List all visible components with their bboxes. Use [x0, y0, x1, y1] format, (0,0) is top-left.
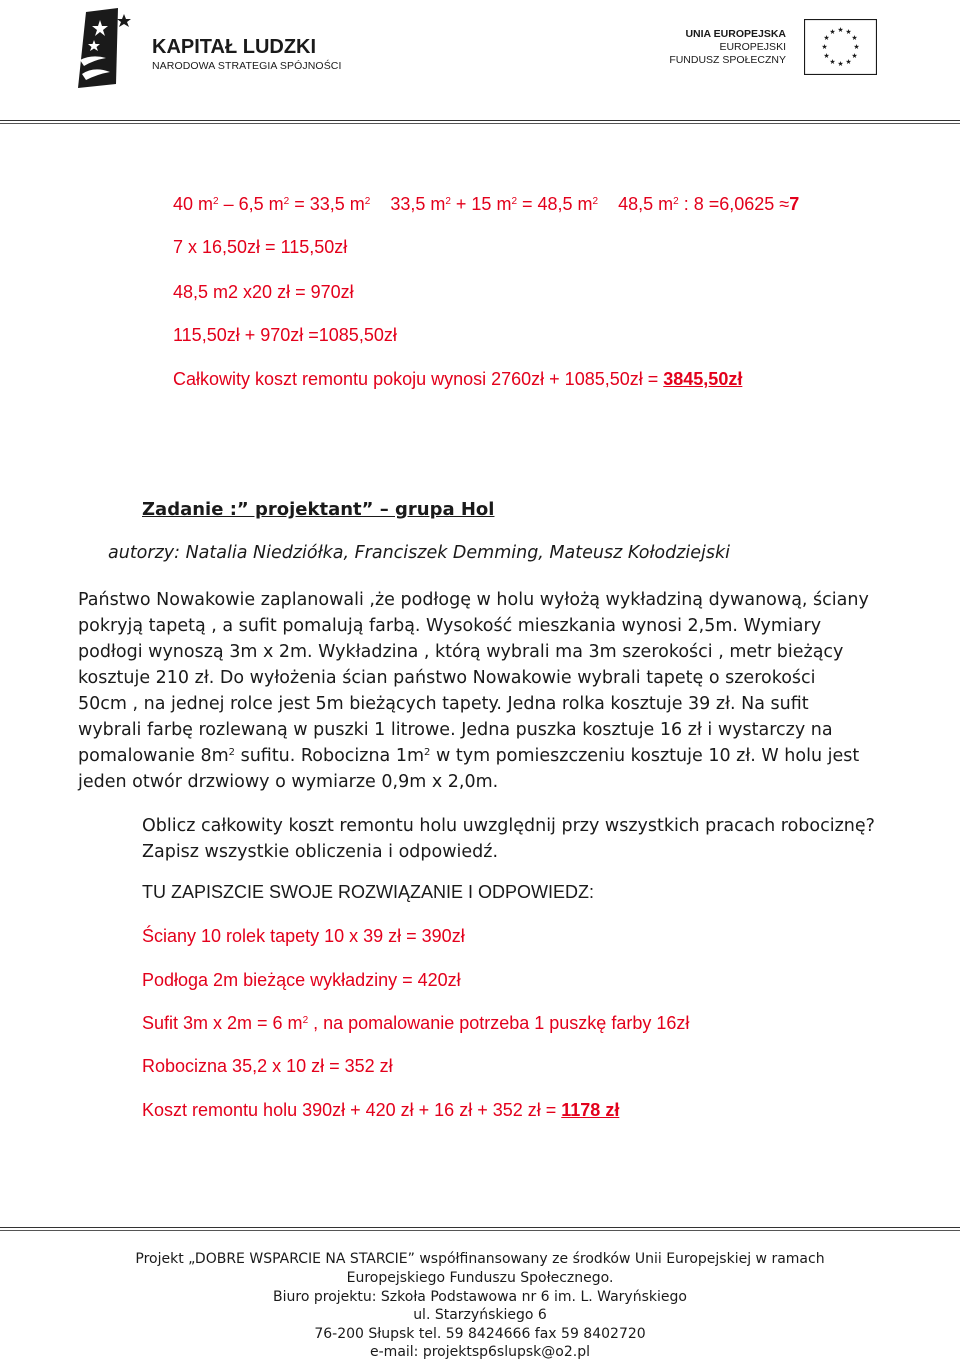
svg-text:★: ★: [829, 28, 836, 36]
task-question-1: Oblicz całkowity koszt remontu holu uwzględnij przy wszystkich pracach robociznę?: [142, 816, 875, 836]
answer-line-4: Robocizna 35,2 x 10 zł = 352 zł: [142, 1056, 393, 1076]
footer-divider-2: [0, 1230, 960, 1231]
svg-text:★: ★: [851, 34, 858, 42]
footer-line-1: Projekt „DOBRE WSPARCIE NA STARCIE” współfinansowany ze środków Unii Europejskiej w ramach: [135, 1251, 825, 1267]
task-authors: autorzy: Natalia Niedziółka, Franciszek Demming, Mateusz Kołodziejski: [108, 543, 731, 563]
answer-line-5: Koszt remontu holu 390zł + 420 zł + 16 zł + 352 zł = 1178 zł: [142, 1100, 620, 1120]
task-paragraph-line-2: pokryją tapetą , a sufit pomalują farbą. Wysokość mieszkania wynosi 2,5m. Wymiary: [78, 616, 822, 636]
kapital-ludzki-logo: [72, 8, 134, 88]
task-paragraph-line-5: 50cm , na jednej rolce jest 5m bieżących tapety. Jedna rolka kosztuje 39 zł. Na sufit: [78, 694, 809, 714]
footer-line-3: Biuro projektu: Szkoła Podstawowa nr 6 im. L. Waryńskiego: [273, 1289, 687, 1305]
kapital-ludzki-subtitle: NARODOWA STRATEGIA SPÓJNOŚCI: [152, 60, 342, 72]
calc-line-3: 48,5 m2 x20 zł = 970zł: [173, 282, 354, 302]
eu-flag-icon: [804, 19, 877, 75]
task-title: Zadanie :” projektant” – grupa Hol: [142, 499, 495, 520]
svg-text:★: ★: [845, 58, 852, 66]
calc-line-1: 40 $m^2 - 6,5$ $m^2 = 33,5$ $m^2$ 33,5 $m^2 + 15$ $m^2 = 48,5$ $m^2$ 48,5 $m^2$ : 8 =6,0625 ≈7: [173, 194, 800, 214]
task-paragraph-line-3: podłogi wynoszą 3m x 2m. Wykładzina , którą wybrali ma 3m szerokości , metr bieżący: [78, 642, 844, 662]
answer-line-2: Podłoga 2m bieżące wykładziny = 420zł: [142, 970, 461, 990]
footer-line-4: ul. Starzyńskiego 6: [413, 1307, 547, 1323]
task-paragraph-line-8: jeden otwór drzwiowy o wymiarze 0,9m x 2,0m.: [78, 772, 499, 792]
calc-line-5: Całkowity koszt remontu pokoju wynosi 2760zł + 1085,50zł = 3845,50zł: [173, 369, 743, 389]
task-question-2: Zapisz wszystkie obliczenia i odpowiedź.: [142, 842, 499, 862]
footer-email: e-mail: projektsp6slupsk@o2.pl: [370, 1344, 590, 1360]
calc-line-2: 7 x 16,50zł = 115,50zł: [173, 237, 348, 257]
eu-line2: EUROPEJSKI: [719, 41, 786, 53]
task-paragraph-line-1: Państwo Nowakowie zaplanowali ,że podłogę w holu wyłożą wykładziną dywanową, ściany: [78, 590, 869, 610]
eu-line3: FUNDUSZ SPOŁECZNY: [669, 54, 786, 66]
svg-text:★: ★: [853, 43, 860, 51]
footer-line-2: Europejskiego Funduszu Społecznego.: [346, 1270, 614, 1286]
svg-text:★: ★: [837, 60, 844, 68]
answer-heading: TU ZAPISZCIE SWOJE ROZWIĄZANIE I ODPOWIEDZ:: [142, 882, 595, 902]
task-paragraph-line-7: pomalowanie $8m^2$ sufitu. Robocizna $1m^2$ w tym pomieszczeniu kosztuje 10 zł. W holu jest: [78, 746, 860, 766]
task-paragraph-line-6: wybrali farbę rozlewaną w puszki 1 litrowe. Jedna puszka kosztuje 16 zł i wystarczy na: [78, 720, 833, 740]
svg-text:★: ★: [837, 26, 844, 34]
svg-text:★: ★: [823, 34, 830, 42]
header-divider-2: [0, 123, 960, 124]
svg-text:★: ★: [829, 58, 836, 66]
footer-divider: [0, 1227, 960, 1228]
svg-text:★: ★: [851, 52, 858, 60]
answer-line-3: Sufit 3m x 2m = 6 $m^2$ , na pomalowanie potrzeba 1 puszkę farby 16zł: [142, 1013, 690, 1033]
svg-text:★: ★: [845, 28, 852, 36]
task-paragraph-line-4: kosztuje 210 zł. Do wyłożenia ścian państwo Nowakowie wybrali tapetę o szerokości: [78, 668, 816, 688]
kapital-ludzki-title: KAPITAŁ LUDZKI: [152, 36, 317, 58]
header-divider: [0, 120, 960, 121]
eu-line1: UNIA EUROPEJSKA: [685, 28, 786, 40]
svg-text:★: ★: [823, 52, 830, 60]
svg-text:★: ★: [821, 43, 828, 51]
footer-line-5: 76-200 Słupsk tel. 59 8424666 fax 59 8402720: [314, 1326, 646, 1342]
answer-line-1: Ściany 10 rolek tapety 10 x 39 zł = 390zł: [142, 926, 465, 946]
calc-line-4: 115,50zł + 970zł =1085,50zł: [173, 325, 397, 345]
